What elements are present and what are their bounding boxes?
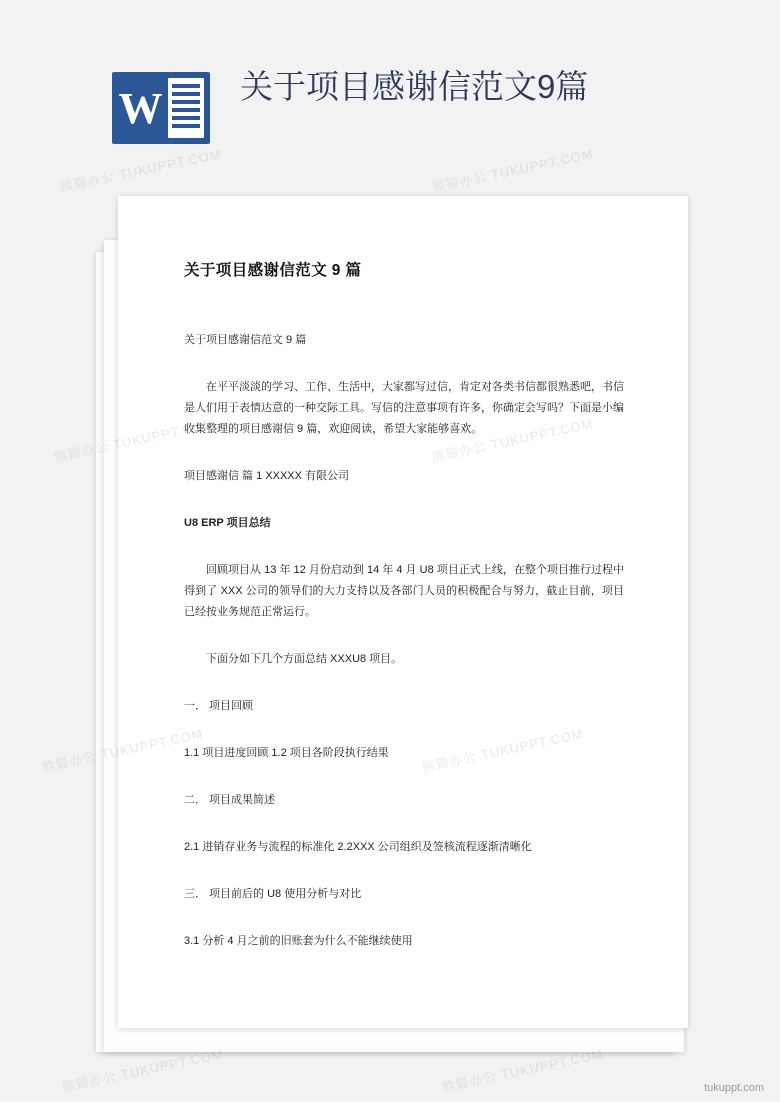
document-heading: 关于项目感谢信范文 9 篇 (184, 262, 362, 279)
document-paragraph: 一． 项目回顾 (184, 700, 254, 712)
document-paragraph: 下面分如下几个方面总结 XXXU8 项目。 (206, 653, 403, 665)
word-icon-letter: W (118, 83, 162, 133)
watermark: 熊猫办公 TUKUPPT.COM (60, 1046, 225, 1095)
word-icon-page (168, 78, 204, 138)
word-document-icon (112, 72, 210, 144)
page-title: 关于项目感谢信范文9篇 (240, 68, 589, 105)
document-paragraph: 三． 项目前后的 U8 使用分析与对比 (184, 888, 362, 900)
watermark: 熊猫办公 TUKUPPT.COM (430, 146, 595, 195)
watermark: 熊猫办公 (52, 438, 111, 465)
document-paragraph: 在平平淡淡的学习、工作、生活中，大家都写过信，肯定对各类书信都很熟悉吧，书信是人们用于表情达意的一种交际工具。写信的注意事项有许多，你确定会写吗？下面是小编收集整理的项目感谢信 9 篇，欢迎阅读，希望大家能够喜欢。 (184, 381, 624, 435)
page-header (0, 0, 780, 200)
document-preview-stack (0, 196, 780, 1096)
document-paragraph: U8 ERP 项目总结 (184, 517, 271, 529)
watermark: 熊猫办公 TUKUPPT.COM (440, 1046, 605, 1095)
document-body (184, 258, 624, 978)
document-paragraph: 关于项目感谢信范文 9 篇 (184, 334, 307, 346)
document-paragraph: 3.1 分析 4 月之前的旧账套为什么不能继续使用 (184, 935, 413, 947)
document-page-front[interactable] (118, 196, 688, 1028)
document-paragraph: 二． 项目成果简述 (184, 794, 276, 806)
document-paragraph: 1.1 项目进度回顾 1.2 项目各阶段执行结果 (184, 747, 389, 759)
document-paragraph: 2.1 进销存业务与流程的标准化 2.2XXX 公司组织及签核流程逐渐清晰化 (184, 841, 532, 853)
footer-brand: tukuppt.com (704, 1082, 764, 1094)
watermark: 熊猫办公 TUKUPPT.COM (58, 146, 223, 195)
watermark: 熊猫办公 (40, 748, 99, 775)
document-paragraph: 回顾项目从 13 年 12 月份启动到 14 年 4 月 U8 项目正式上线，在整个项目推行过程中得到了 XXX 公司的领导们的大力支持以及各部门人员的积极配合与努力，截止目前，项目已经按业务规范正常运行。 (184, 564, 624, 618)
document-paragraph: 项目感谢信 篇 1 XXXXX 有限公司 (184, 470, 350, 482)
